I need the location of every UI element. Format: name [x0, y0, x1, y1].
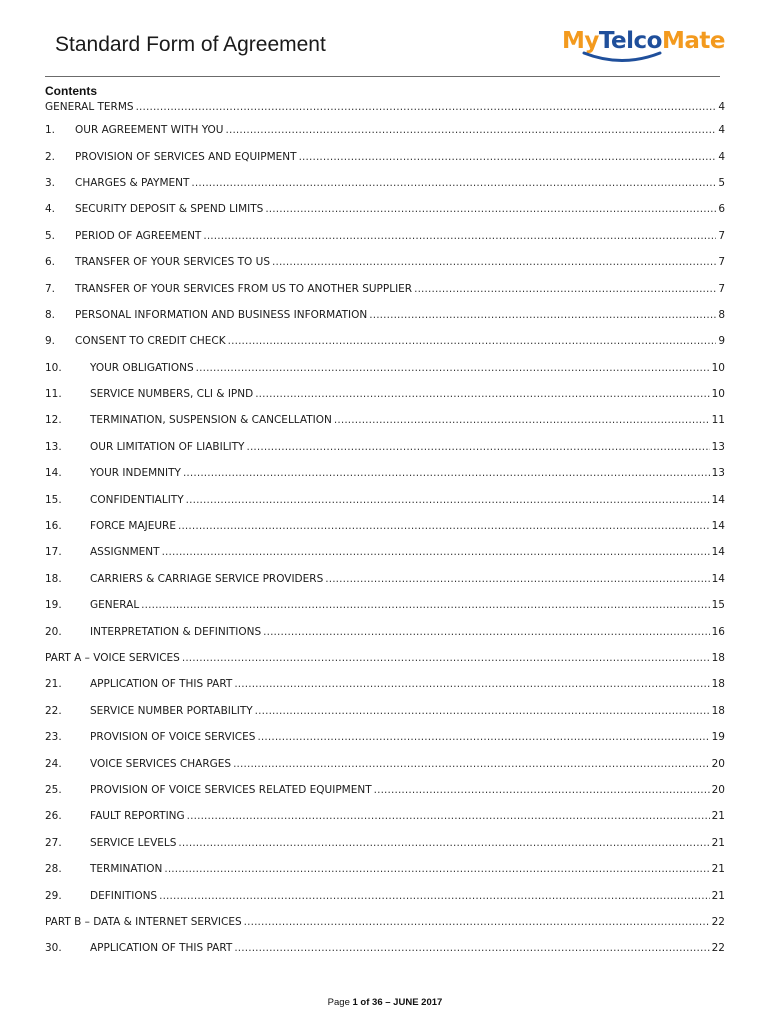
toc-entry[interactable] — [45, 513, 725, 539]
toc-entry[interactable] — [45, 539, 725, 565]
toc-dot-leader — [234, 942, 709, 954]
toc-entry-page: 22 — [711, 915, 725, 928]
toc-dot-leader — [228, 335, 717, 347]
footer-of-label: of — [357, 997, 373, 1008]
toc-entry-page: 10 — [711, 388, 725, 401]
toc-dot-leader — [255, 388, 709, 400]
toc-entry[interactable] — [45, 803, 725, 829]
toc-dot-leader — [136, 101, 717, 113]
toc-entry-page: 8 — [718, 308, 725, 321]
toc-entry[interactable] — [45, 592, 725, 618]
toc-entry-title: GENERAL — [90, 599, 140, 612]
toc-dot-leader — [187, 810, 710, 822]
toc-dot-leader — [369, 309, 716, 321]
toc-entry-title: FORCE MAJEURE — [90, 520, 176, 533]
toc-entry[interactable] — [45, 566, 725, 592]
toc-entry[interactable] — [45, 460, 725, 486]
toc-entry[interactable] — [45, 223, 725, 249]
toc-dot-leader — [164, 863, 709, 875]
toc-entry-number: 10. — [45, 361, 62, 374]
toc-entry[interactable] — [45, 328, 725, 354]
toc-entry-page: 15 — [711, 599, 725, 612]
toc-entry-number: 28. — [45, 863, 62, 876]
toc-entry[interactable] — [45, 486, 725, 512]
toc-entry-page: 10 — [711, 361, 725, 374]
toc-entry[interactable] — [45, 909, 725, 935]
toc-entry-number: 18. — [45, 572, 62, 585]
toc-entry-title: SERVICE NUMBERS, CLI & IPND — [90, 388, 254, 401]
toc-entry[interactable] — [45, 935, 725, 961]
toc-entry-number: 26. — [45, 810, 62, 823]
toc-entry[interactable] — [45, 143, 725, 169]
toc-dot-leader — [191, 177, 716, 189]
toc-entry-page: 20 — [711, 783, 725, 796]
toc-entry-number: 6. — [45, 256, 56, 269]
toc-entry[interactable] — [45, 381, 725, 407]
toc-entry-page: 14 — [711, 572, 725, 585]
toc-entry-number: 12. — [45, 414, 62, 427]
toc-entry-title: PERIOD OF AGREEMENT — [75, 229, 202, 242]
footer-page-current: 1 — [352, 997, 358, 1008]
toc-entry-page: 7 — [718, 282, 725, 295]
toc-entry[interactable] — [45, 830, 725, 856]
toc-entry-page: 18 — [711, 704, 725, 717]
toc-entry[interactable] — [45, 249, 725, 275]
toc-entry-page: 14 — [711, 520, 725, 533]
toc-dot-leader — [233, 758, 710, 770]
toc-entry-page: 21 — [711, 889, 725, 902]
footer-page-label: Page — [327, 997, 353, 1008]
toc-entry-title: GENERAL TERMS — [45, 101, 134, 113]
toc-entry-page: 9 — [718, 335, 725, 348]
toc-entry-number: 7. — [45, 282, 56, 295]
toc-dot-leader — [246, 441, 709, 453]
toc-entry-title: PART A – VOICE SERVICES — [45, 652, 180, 664]
toc-entry-number: 8. — [45, 308, 56, 321]
toc-dot-leader — [226, 124, 717, 136]
toc-entry-number: 15. — [45, 493, 62, 506]
toc-entry-title: OUR AGREEMENT WITH YOU — [75, 124, 224, 137]
toc-dot-leader — [263, 626, 710, 638]
toc-entry-page: 21 — [711, 863, 725, 876]
toc-entry-page: 11 — [711, 414, 725, 427]
toc-entry[interactable] — [45, 434, 725, 460]
toc-entry-page: 4 — [718, 101, 725, 113]
logo-my: My — [562, 28, 599, 54]
toc-entry-title: OUR LIMITATION OF LIABILITY — [90, 440, 245, 453]
toc-dot-leader — [257, 731, 709, 743]
toc-entry-page: 7 — [718, 229, 725, 242]
toc-entry-number: 11. — [45, 388, 62, 401]
toc-entry-title: DEFINITIONS — [90, 889, 158, 902]
toc-entry-page: 14 — [711, 493, 725, 506]
toc-entry[interactable] — [45, 97, 725, 117]
toc-entry[interactable] — [45, 618, 725, 644]
mytelcomate-logo — [562, 30, 726, 78]
toc-dot-leader — [244, 916, 710, 928]
toc-entry-title: SERVICE LEVELS — [90, 836, 177, 849]
toc-entry-title: APPLICATION OF THIS PART — [90, 678, 233, 691]
toc-entry-page: 19 — [711, 731, 725, 744]
toc-entry[interactable] — [45, 856, 725, 882]
toc-entry-number: 25. — [45, 783, 62, 796]
toc-entry-page: 13 — [711, 467, 725, 480]
toc-entry-page: 6 — [718, 203, 725, 216]
toc-entry-title: PROVISION OF VOICE SERVICES RELATED EQUIPMENT — [90, 783, 372, 796]
toc-dot-leader — [162, 546, 710, 558]
toc-entry-number: 20. — [45, 625, 62, 638]
toc-entry-title: PROVISION OF SERVICES AND EQUIPMENT — [75, 150, 297, 163]
toc-entry-title: SERVICE NUMBER PORTABILITY — [90, 704, 253, 717]
toc-dot-leader — [196, 362, 710, 374]
toc-entry-title: CHARGES & PAYMENT — [75, 176, 190, 189]
toc-entry-number: 16. — [45, 520, 62, 533]
toc-entry-title: INTERPRETATION & DEFINITIONS — [90, 625, 262, 638]
toc-entry-title: TRANSFER OF YOUR SERVICES TO US — [75, 256, 270, 269]
toc-entry[interactable] — [45, 724, 725, 750]
toc-entry-title: CONFIDENTIALITY — [90, 493, 184, 506]
toc-entry-page: 4 — [718, 124, 725, 137]
document-title: Standard Form of Agreement — [55, 33, 326, 56]
toc-entry-page: 20 — [711, 757, 725, 770]
toc-entry[interactable] — [45, 196, 725, 222]
toc-entry[interactable] — [45, 302, 725, 328]
toc-entry-title: PERSONAL INFORMATION AND BUSINESS INFORMATION — [75, 308, 368, 321]
toc-entry-number: 27. — [45, 836, 62, 849]
toc-entry[interactable] — [45, 407, 725, 433]
toc-entry-number: 17. — [45, 546, 62, 559]
toc-dot-leader — [178, 837, 709, 849]
toc-entry[interactable] — [45, 355, 725, 381]
toc-dot-leader — [203, 230, 716, 242]
toc-entry[interactable] — [45, 275, 725, 301]
toc-dot-leader — [374, 784, 710, 796]
toc-entry-number: 5. — [45, 229, 56, 242]
toc-entry-page: 16 — [711, 625, 725, 638]
toc-entry-number: 30. — [45, 942, 62, 955]
toc-entry-title: PART B – DATA & INTERNET SERVICES — [45, 915, 242, 928]
footer-page-total: 36 — [372, 997, 383, 1008]
toc-dot-leader — [141, 599, 709, 611]
toc-dot-leader — [325, 573, 709, 585]
toc-entry-number: 3. — [45, 176, 56, 189]
toc-entry-page: 22 — [711, 942, 725, 955]
toc-entry-page: 5 — [718, 176, 725, 189]
toc-dot-leader — [265, 203, 716, 215]
toc-entry-title: VOICE SERVICES CHARGES — [90, 757, 232, 770]
toc-entry[interactable] — [45, 671, 725, 697]
header-rule — [45, 76, 720, 77]
toc-entry-page: 18 — [711, 678, 725, 691]
toc-entry[interactable] — [45, 117, 725, 143]
contents-heading: Contents — [45, 84, 97, 98]
toc-dot-leader — [182, 652, 710, 664]
toc-entry-title: TRANSFER OF YOUR SERVICES FROM US TO ANOTHER SUPPLIER — [75, 282, 413, 295]
toc-dot-leader — [255, 705, 710, 717]
table-of-contents — [45, 97, 725, 962]
toc-entry-number: 29. — [45, 889, 62, 902]
toc-entry[interactable] — [45, 645, 725, 671]
toc-entry-page: 21 — [711, 810, 725, 823]
toc-dot-leader — [183, 467, 710, 479]
toc-dot-leader — [272, 256, 716, 268]
logo-telco: Telco — [598, 28, 662, 54]
toc-entry-number: 14. — [45, 467, 62, 480]
toc-entry-number: 2. — [45, 150, 56, 163]
toc-entry-title: ASSIGNMENT — [90, 546, 160, 559]
toc-entry-title: CARRIERS & CARRIAGE SERVICE PROVIDERS — [90, 572, 324, 585]
toc-dot-leader — [299, 151, 717, 163]
toc-entry-page: 21 — [711, 836, 725, 849]
toc-entry-number: 24. — [45, 757, 62, 770]
toc-entry-title: YOUR INDEMNITY — [90, 467, 181, 480]
toc-dot-leader — [414, 283, 716, 295]
toc-entry[interactable] — [45, 882, 725, 908]
toc-dot-leader — [334, 414, 710, 426]
toc-dot-leader — [186, 494, 710, 506]
toc-entry[interactable] — [45, 170, 725, 196]
toc-entry-number: 1. — [45, 124, 56, 137]
toc-entry-number: 4. — [45, 203, 56, 216]
toc-dot-leader — [234, 678, 709, 690]
toc-entry-title: PROVISION OF VOICE SERVICES — [90, 731, 256, 744]
toc-entry-number: 23. — [45, 731, 62, 744]
toc-entry-title: TERMINATION, SUSPENSION & CANCELLATION — [90, 414, 332, 427]
toc-entry-page: 18 — [711, 652, 725, 664]
toc-entry[interactable] — [45, 777, 725, 803]
toc-dot-leader — [178, 520, 710, 532]
toc-entry-page: 13 — [711, 440, 725, 453]
toc-entry-number: 9. — [45, 335, 56, 348]
logo-swoosh-icon — [582, 50, 662, 66]
toc-entry-title: YOUR OBLIGATIONS — [90, 361, 194, 374]
toc-entry[interactable] — [45, 750, 725, 776]
toc-entry[interactable] — [45, 698, 725, 724]
toc-entry-number: 21. — [45, 678, 62, 691]
toc-entry-page: 7 — [718, 256, 725, 269]
toc-entry-title: FAULT REPORTING — [90, 810, 185, 823]
toc-entry-number: 13. — [45, 440, 62, 453]
logo-mate: Mate — [661, 28, 725, 54]
toc-entry-title: SECURITY DEPOSIT & SPEND LIMITS — [75, 203, 264, 216]
toc-entry-number: 19. — [45, 599, 62, 612]
toc-entry-title: CONSENT TO CREDIT CHECK — [75, 335, 226, 348]
toc-entry-page: 4 — [718, 150, 725, 163]
toc-entry-page: 14 — [711, 546, 725, 559]
footer-date: – JUNE 2017 — [382, 997, 443, 1008]
page-footer — [0, 997, 770, 1008]
toc-entry-number: 22. — [45, 704, 62, 717]
toc-entry-title: TERMINATION — [90, 863, 163, 876]
toc-dot-leader — [159, 890, 710, 902]
toc-entry-title: APPLICATION OF THIS PART — [90, 942, 233, 955]
